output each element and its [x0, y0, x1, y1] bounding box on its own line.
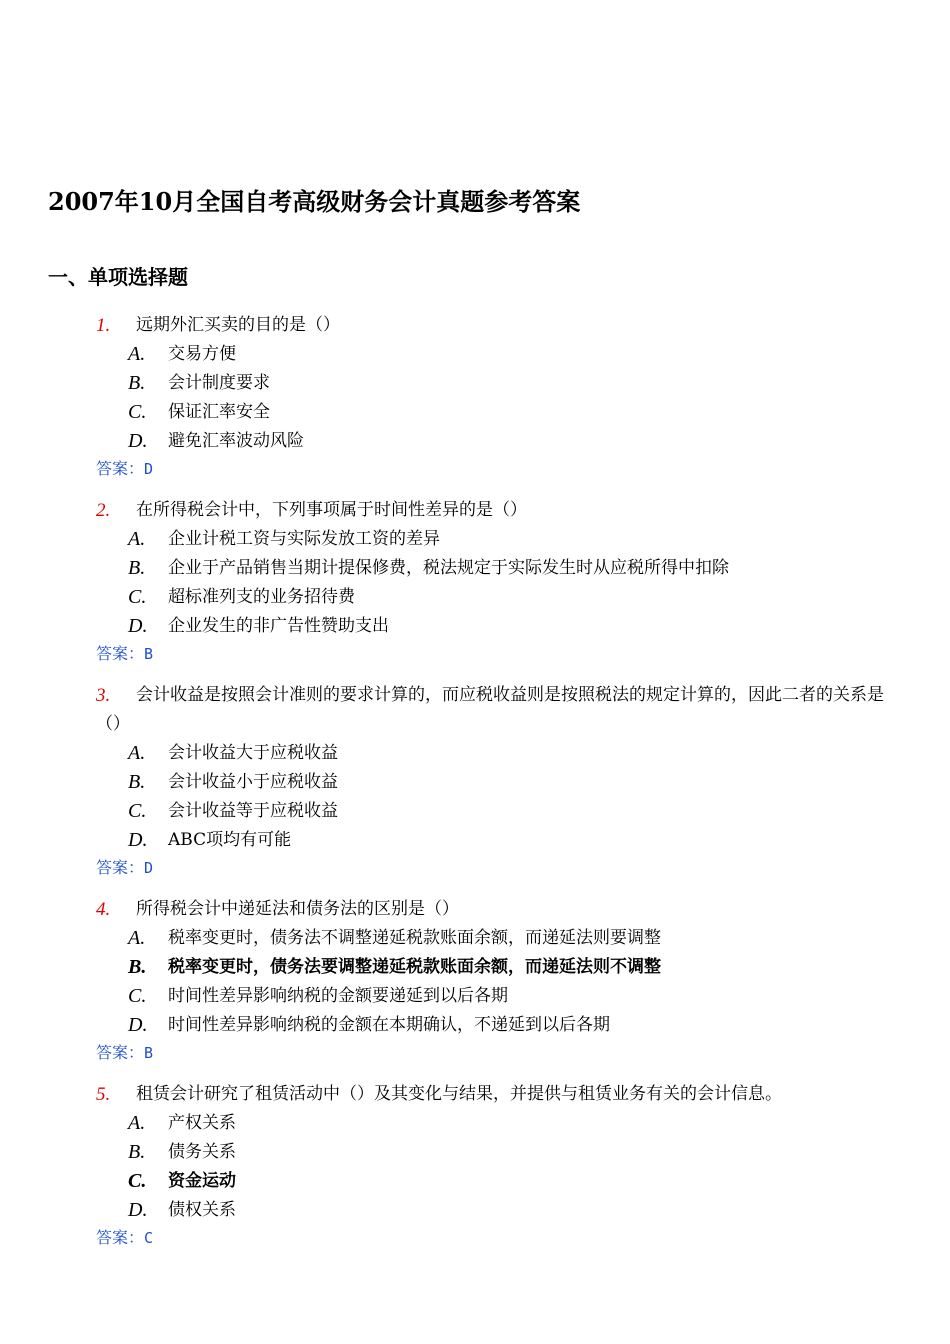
option-a — [0, 924, 950, 953]
question-stem — [96, 1080, 886, 1109]
question-3 — [0, 681, 950, 881]
option-text: 会计收益等于应税收益 — [168, 801, 338, 821]
option-a — [0, 340, 950, 369]
option-text: 会计收益小于应税收益 — [168, 772, 338, 792]
section-heading: 一、单项选择题 — [48, 265, 188, 289]
option-letter: B. — [128, 372, 146, 394]
option-letter: A. — [128, 742, 146, 764]
option-text: 企业发生的非广告性赞助支出 — [168, 616, 389, 636]
option-list — [0, 340, 950, 456]
option-letter: D. — [128, 615, 148, 637]
option-text: 企业计税工资与实际发放工资的差异 — [168, 529, 440, 549]
question-1 — [0, 311, 950, 482]
option-text: 会计收益大于应税收益 — [168, 743, 338, 763]
option-b — [0, 768, 950, 797]
answer-label: 答案： — [96, 459, 145, 478]
option-letter: A. — [128, 343, 146, 365]
option-letter: C. — [128, 800, 147, 822]
option-text: 时间性差异影响纳税的金额在本期确认，不递延到以后各期 — [168, 1015, 610, 1035]
answer-line — [96, 1040, 950, 1066]
option-letter: C. — [128, 985, 147, 1007]
answer-label: 答案： — [96, 644, 145, 663]
question-number: 1. — [96, 315, 111, 336]
option-letter: B. — [128, 771, 146, 793]
option-letter: A. — [128, 927, 146, 949]
option-letter: D. — [128, 1199, 148, 1221]
option-text: 时间性差异影响纳税的金额要递延到以后各期 — [168, 986, 508, 1006]
option-letter: B. — [128, 1141, 146, 1163]
question-number: 5. — [96, 1084, 111, 1105]
option-text: 债务关系 — [168, 1142, 236, 1162]
option-letter: C. — [128, 401, 147, 423]
option-c — [0, 583, 950, 612]
question-number: 4. — [96, 899, 111, 920]
answer-line — [96, 641, 950, 667]
option-b — [0, 1138, 950, 1167]
option-c — [0, 797, 950, 826]
option-a — [0, 739, 950, 768]
answer-label: 答案： — [96, 858, 145, 877]
page-title: 2007年10月全国自考高级财务会计真题参考答案 — [48, 187, 581, 216]
option-text: ABC项均有可能 — [168, 830, 292, 850]
option-text: 超标准列支的业务招待费 — [168, 587, 355, 607]
question-stem — [96, 311, 886, 340]
option-text: 债权关系 — [168, 1200, 236, 1220]
option-text: 会计制度要求 — [168, 373, 270, 393]
option-b — [0, 369, 950, 398]
question-text: 所得税会计中递延法和债务法的区别是（） — [136, 899, 459, 919]
option-a — [0, 1109, 950, 1138]
option-letter: C. — [128, 586, 147, 608]
question-list — [0, 311, 950, 1265]
option-letter: B. — [128, 956, 147, 978]
option-list — [0, 739, 950, 855]
question-number: 3. — [96, 685, 111, 706]
option-letter: A. — [128, 1112, 146, 1134]
answer-value: D — [144, 460, 154, 478]
option-letter: D. — [128, 1014, 148, 1036]
option-text: 避免汇率波动风险 — [168, 431, 304, 451]
answer-line — [96, 456, 950, 482]
answer-value: B — [144, 1044, 154, 1062]
question-stem — [96, 496, 886, 525]
question-text: 会计收益是按照会计准则的要求计算的，而应税收益则是按照税法的规定计算的，因此二者的关系是（） — [96, 685, 884, 734]
answer-value: B — [144, 645, 154, 663]
question-text: 远期外汇买卖的目的是（） — [136, 315, 340, 335]
option-text: 资金运动 — [168, 1171, 236, 1191]
option-text: 税率变更时，债务法要调整递延税款账面余额，而递延法则不调整 — [168, 957, 661, 977]
option-list — [0, 1109, 950, 1225]
answer-line — [96, 855, 950, 881]
option-c — [0, 1167, 950, 1196]
option-letter: B. — [128, 557, 146, 579]
option-a — [0, 525, 950, 554]
option-d — [0, 1011, 950, 1040]
option-d — [0, 826, 950, 855]
option-d — [0, 427, 950, 456]
option-letter: C. — [128, 1170, 147, 1192]
option-d — [0, 612, 950, 641]
option-text: 企业于产品销售当期计提保修费，税法规定于实际发生时从应税所得中扣除 — [168, 558, 729, 578]
question-4 — [0, 895, 950, 1066]
answer-line — [96, 1225, 950, 1251]
option-letter: D. — [128, 829, 148, 851]
option-text: 产权关系 — [168, 1113, 236, 1133]
option-text: 交易方便 — [168, 344, 236, 364]
option-list — [0, 525, 950, 641]
option-letter: D. — [128, 430, 148, 452]
option-text: 税率变更时，债务法不调整递延税款账面余额，而递延法则要调整 — [168, 928, 661, 948]
answer-label: 答案： — [96, 1228, 145, 1247]
option-list — [0, 924, 950, 1040]
question-stem — [96, 681, 886, 739]
option-letter: A. — [128, 528, 146, 550]
option-c — [0, 398, 950, 427]
question-5 — [0, 1080, 950, 1251]
question-stem — [96, 895, 886, 924]
question-text: 在所得税会计中，下列事项属于时间性差异的是（） — [136, 500, 527, 520]
option-text: 保证汇率安全 — [168, 402, 270, 422]
question-2 — [0, 496, 950, 667]
option-b — [0, 953, 950, 982]
question-number: 2. — [96, 500, 111, 521]
question-text: 租赁会计研究了租赁活动中（）及其变化与结果，并提供与租赁业务有关的会计信息。 — [136, 1084, 782, 1104]
answer-label: 答案： — [96, 1043, 145, 1062]
option-c — [0, 982, 950, 1011]
answer-value: C — [144, 1229, 154, 1247]
option-d — [0, 1196, 950, 1225]
answer-value: D — [144, 859, 154, 877]
option-b — [0, 554, 950, 583]
